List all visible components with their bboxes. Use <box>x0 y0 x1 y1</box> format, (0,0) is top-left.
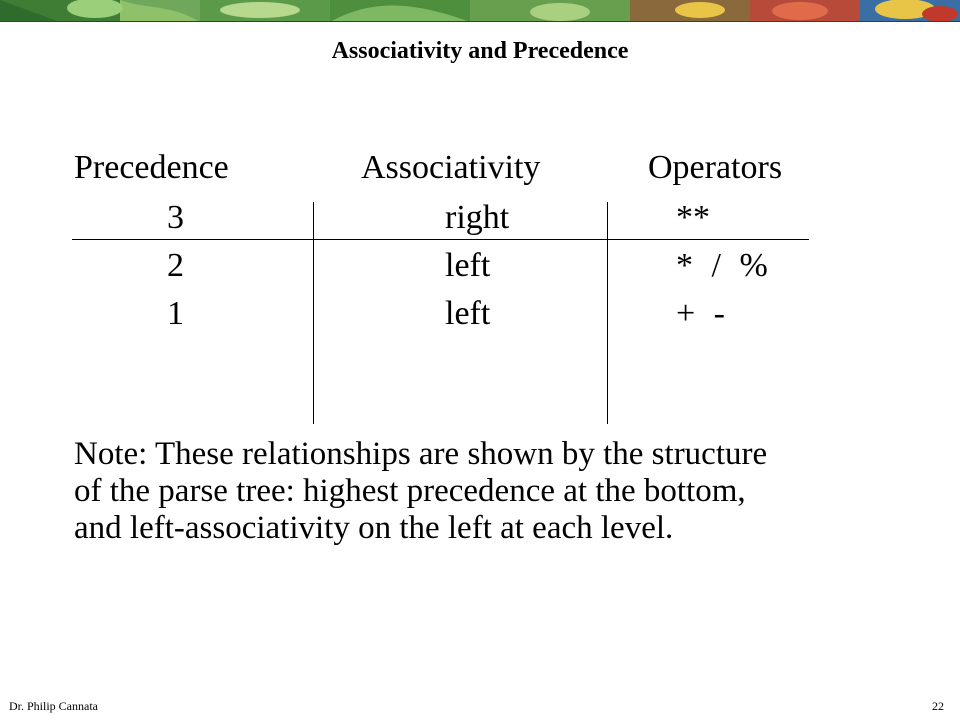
row-2-operators: * / % <box>676 247 768 284</box>
header-divider-line <box>72 239 809 240</box>
row-1-associativity: right <box>445 199 510 236</box>
row-1-operators: ** <box>676 199 710 236</box>
row-3-operators: + - <box>676 295 725 332</box>
row-2-associativity: left <box>445 247 491 284</box>
column-divider-1 <box>313 202 314 424</box>
header-associativity: Associativity <box>361 149 541 186</box>
header-precedence: Precedence <box>74 149 229 186</box>
row-3-precedence: 1 <box>167 295 184 332</box>
slide-title: Associativity and Precedence <box>331 38 629 64</box>
footer-page-number: 22 <box>932 699 944 713</box>
footer-author: Dr. Philip Cannata <box>9 699 98 713</box>
note-line-1: Note: These relationships are shown by the structure <box>74 436 768 472</box>
row-2-precedence: 2 <box>167 247 184 284</box>
column-divider-2 <box>607 202 608 424</box>
header-operators: Operators <box>648 149 783 186</box>
row-1-precedence: 3 <box>167 199 184 236</box>
note-line-3: and left-associativity on the left at each level. <box>74 510 674 546</box>
note-text <box>74 436 874 547</box>
note-line-2: of the parse tree: highest precedence at the bottom, <box>74 473 746 509</box>
row-3-associativity: left <box>445 295 491 332</box>
